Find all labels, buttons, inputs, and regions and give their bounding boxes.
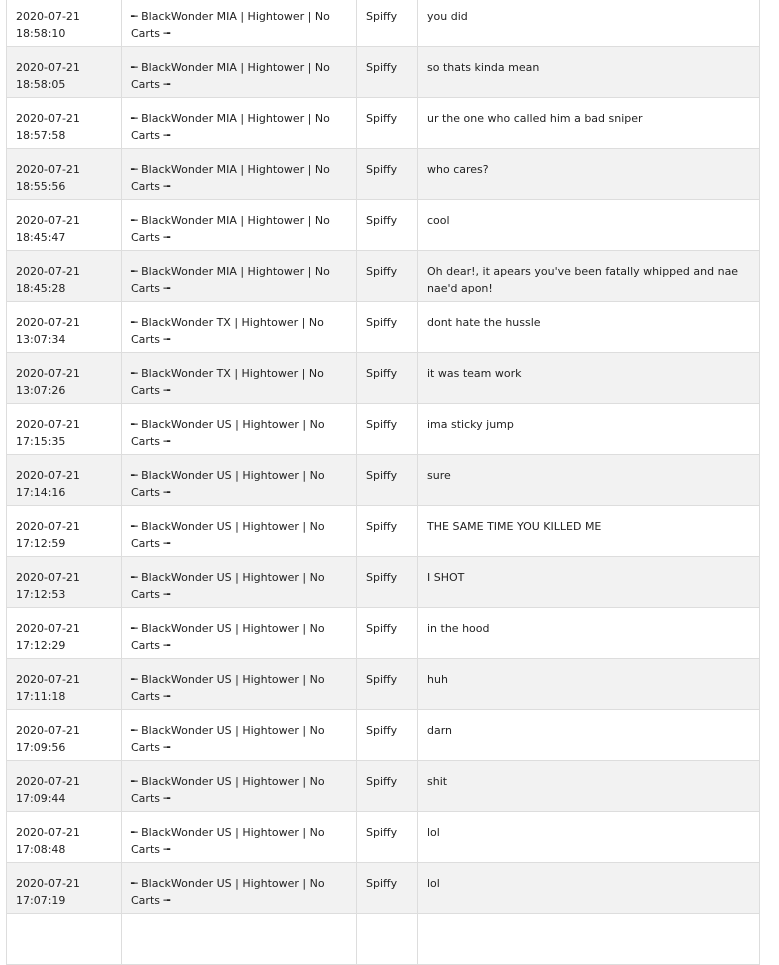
row-date: 2020-07-21 — [16, 775, 80, 788]
message-cell: lol — [418, 812, 760, 863]
server-cell: ╾ BlackWonder US | Hightower | No Carts ╼ — [122, 455, 357, 506]
timestamp-cell — [7, 98, 122, 149]
player-cell: Spiffy — [357, 353, 418, 404]
server-cell: ╾ BlackWonder MIA | Hightower | No Carts ╼ — [122, 251, 357, 302]
row-time: 17:09:44 — [16, 792, 66, 805]
message-cell: sure — [418, 455, 760, 506]
player-cell: Spiffy — [357, 812, 418, 863]
row-time: 17:12:59 — [16, 537, 66, 550]
table-row — [7, 455, 760, 506]
table-row — [7, 812, 760, 863]
row-time: 17:12:29 — [16, 639, 66, 652]
message-cell: THE SAME TIME YOU KILLED ME — [418, 506, 760, 557]
table-row — [7, 863, 760, 914]
player-cell: Spiffy — [357, 557, 418, 608]
table-row — [7, 404, 760, 455]
message-cell: who cares? — [418, 149, 760, 200]
row-time: 17:12:53 — [16, 588, 66, 601]
table-row — [7, 98, 760, 149]
player-cell: Spiffy — [357, 659, 418, 710]
timestamp-cell — [7, 353, 122, 404]
server-cell: ╾ BlackWonder US | Hightower | No Carts ╼ — [122, 761, 357, 812]
table-row — [7, 302, 760, 353]
table-row — [7, 200, 760, 251]
table-row — [7, 47, 760, 98]
row-date: 2020-07-21 — [16, 61, 80, 74]
table-row — [7, 761, 760, 812]
server-cell: ╾ BlackWonder US | Hightower | No Carts ╼ — [122, 608, 357, 659]
row-date: 2020-07-21 — [16, 418, 80, 431]
row-date: 2020-07-21 — [16, 724, 80, 737]
message-cell: lol — [418, 863, 760, 914]
player-cell: Spiffy — [357, 302, 418, 353]
server-cell: ╾ BlackWonder US | Hightower | No Carts ╼ — [122, 710, 357, 761]
message-cell: shit — [418, 761, 760, 812]
player-cell — [357, 914, 418, 965]
server-cell: ╾ BlackWonder US | Hightower | No Carts ╼ — [122, 812, 357, 863]
player-cell: Spiffy — [357, 608, 418, 659]
timestamp-cell — [7, 302, 122, 353]
timestamp-cell — [7, 761, 122, 812]
server-cell: ╾ BlackWonder US | Hightower | No Carts ╼ — [122, 557, 357, 608]
player-cell: Spiffy — [357, 98, 418, 149]
row-date: 2020-07-21 — [16, 469, 80, 482]
message-cell: dont hate the hussle — [418, 302, 760, 353]
row-date: 2020-07-21 — [16, 877, 80, 890]
table-row — [7, 557, 760, 608]
row-date: 2020-07-21 — [16, 112, 80, 125]
message-cell: you did — [418, 0, 760, 47]
row-time: 18:45:47 — [16, 231, 66, 244]
server-cell: ╾ BlackWonder MIA | Hightower | No Carts ╼ — [122, 98, 357, 149]
row-date: 2020-07-21 — [16, 367, 80, 380]
row-date: 2020-07-21 — [16, 316, 80, 329]
player-cell: Spiffy — [357, 251, 418, 302]
timestamp-cell — [7, 608, 122, 659]
table-row — [7, 0, 760, 47]
player-cell: Spiffy — [357, 47, 418, 98]
row-time: 18:55:56 — [16, 180, 66, 193]
timestamp-cell — [7, 659, 122, 710]
row-time: 17:15:35 — [16, 435, 66, 448]
player-cell: Spiffy — [357, 404, 418, 455]
server-cell: ╾ BlackWonder US | Hightower | No Carts ╼ — [122, 863, 357, 914]
table-row — [7, 506, 760, 557]
row-date: 2020-07-21 — [16, 163, 80, 176]
row-time: 17:07:19 — [16, 894, 66, 907]
row-date: 2020-07-21 — [16, 265, 80, 278]
message-cell: it was team work — [418, 353, 760, 404]
table-row — [7, 149, 760, 200]
table-row — [7, 914, 760, 965]
chat-log-table — [6, 0, 760, 965]
timestamp-cell — [7, 200, 122, 251]
message-cell: ur the one who called him a bad sniper — [418, 98, 760, 149]
message-cell: huh — [418, 659, 760, 710]
player-cell: Spiffy — [357, 506, 418, 557]
message-cell: in the hood — [418, 608, 760, 659]
row-time: 17:14:16 — [16, 486, 66, 499]
table-row — [7, 608, 760, 659]
row-time: 18:57:58 — [16, 129, 66, 142]
timestamp-cell — [7, 710, 122, 761]
timestamp-cell — [7, 404, 122, 455]
row-date: 2020-07-21 — [16, 520, 80, 533]
message-cell: I SHOT — [418, 557, 760, 608]
table-row — [7, 710, 760, 761]
row-time: 13:07:26 — [16, 384, 66, 397]
row-date: 2020-07-21 — [16, 214, 80, 227]
message-cell: Oh dear!, it apears you've been fatally whipped and nae nae'd apon! — [418, 251, 760, 302]
timestamp-cell — [7, 506, 122, 557]
server-cell: ╾ BlackWonder TX | Hightower | No Carts ╼ — [122, 302, 357, 353]
timestamp-cell — [7, 47, 122, 98]
message-cell: ima sticky jump — [418, 404, 760, 455]
table-row — [7, 659, 760, 710]
timestamp-cell — [7, 863, 122, 914]
server-cell: ╾ BlackWonder TX | Hightower | No Carts ╼ — [122, 353, 357, 404]
player-cell: Spiffy — [357, 710, 418, 761]
timestamp-cell — [7, 812, 122, 863]
message-cell: so thats kinda mean — [418, 47, 760, 98]
row-time: 18:58:10 — [16, 27, 66, 40]
row-date: 2020-07-21 — [16, 622, 80, 635]
player-cell: Spiffy — [357, 863, 418, 914]
server-cell: ╾ BlackWonder US | Hightower | No Carts ╼ — [122, 506, 357, 557]
server-cell: ╾ BlackWonder MIA | Hightower | No Carts ╼ — [122, 200, 357, 251]
row-date: 2020-07-21 — [16, 673, 80, 686]
message-cell: cool — [418, 200, 760, 251]
message-cell: darn — [418, 710, 760, 761]
player-cell: Spiffy — [357, 455, 418, 506]
timestamp-cell — [7, 0, 122, 47]
timestamp-cell — [7, 914, 122, 965]
timestamp-cell — [7, 455, 122, 506]
chat-log-container — [6, 0, 759, 965]
table-row — [7, 353, 760, 404]
player-cell: Spiffy — [357, 0, 418, 47]
row-time: 17:11:18 — [16, 690, 66, 703]
server-cell: ╾ BlackWonder MIA | Hightower | No Carts ╼ — [122, 149, 357, 200]
player-cell: Spiffy — [357, 200, 418, 251]
table-row — [7, 251, 760, 302]
player-cell: Spiffy — [357, 761, 418, 812]
server-cell: ╾ BlackWonder MIA | Hightower | No Carts ╼ — [122, 47, 357, 98]
player-cell: Spiffy — [357, 149, 418, 200]
server-cell: ╾ BlackWonder MIA | Hightower | No Carts ╼ — [122, 0, 357, 47]
timestamp-cell — [7, 251, 122, 302]
server-cell: ╾ BlackWonder US | Hightower | No Carts ╼ — [122, 404, 357, 455]
server-cell: ╾ BlackWonder US | Hightower | No Carts ╼ — [122, 659, 357, 710]
server-cell — [122, 914, 357, 965]
row-time: 18:45:28 — [16, 282, 66, 295]
row-date: 2020-07-21 — [16, 826, 80, 839]
row-time: 18:58:05 — [16, 78, 66, 91]
row-time: 17:08:48 — [16, 843, 66, 856]
row-date: 2020-07-21 — [16, 10, 80, 23]
row-time: 17:09:56 — [16, 741, 66, 754]
message-cell — [418, 914, 760, 965]
row-time: 13:07:34 — [16, 333, 66, 346]
timestamp-cell — [7, 149, 122, 200]
row-date: 2020-07-21 — [16, 571, 80, 584]
chat-log-body — [7, 0, 760, 965]
timestamp-cell — [7, 557, 122, 608]
